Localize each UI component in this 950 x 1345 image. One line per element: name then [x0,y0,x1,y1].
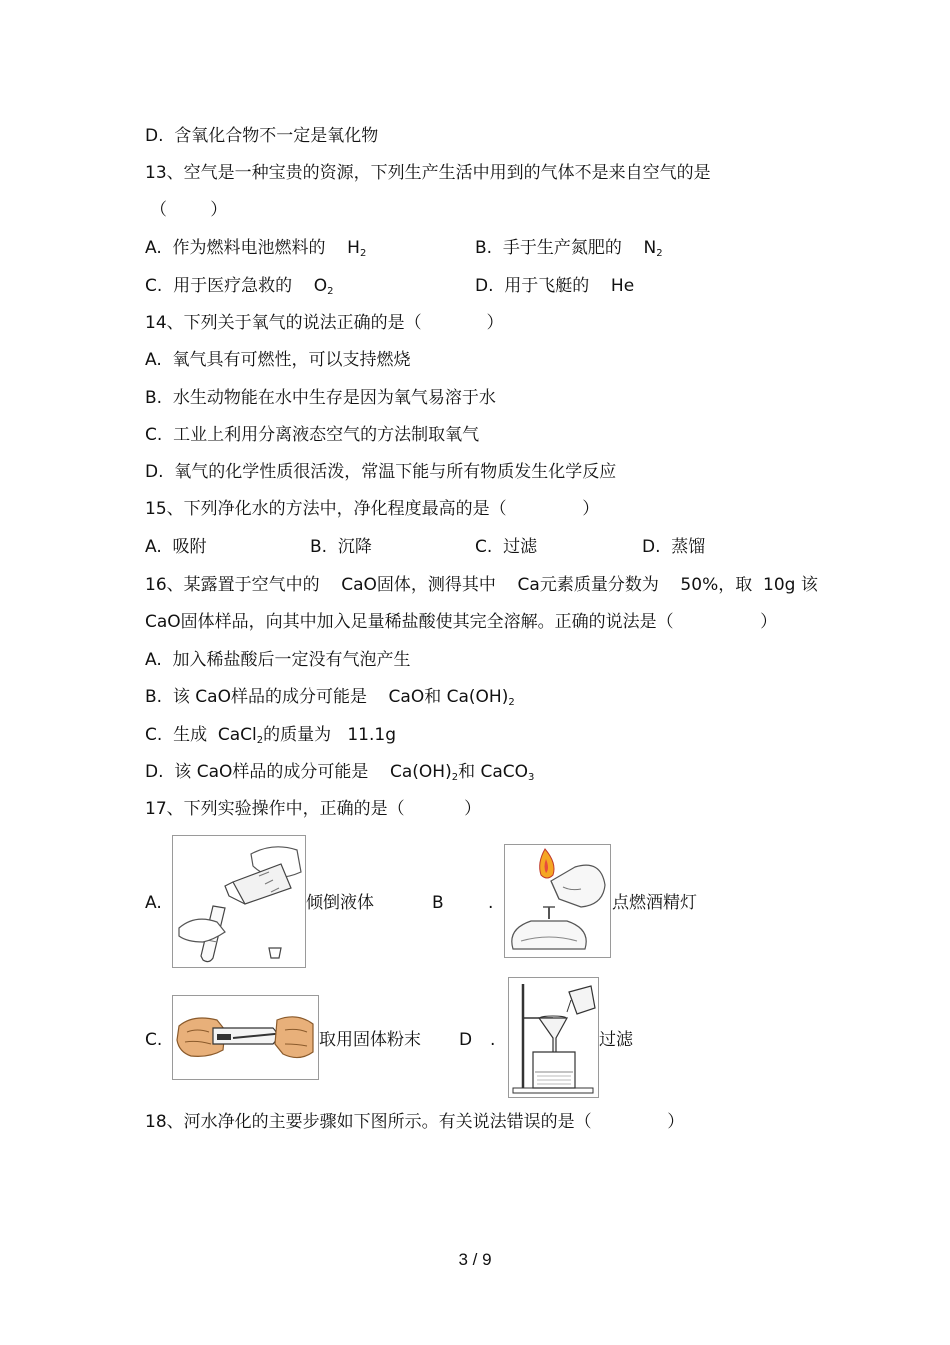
pouring-liquid-figure [172,835,306,968]
q14-stem: 14、下列关于氧气的说法正确的是（ ） [145,313,504,333]
q13-option-c: C. 用于医疗急救的 $O_2$ [145,276,334,297]
q15-option-a: A. 吸附 [145,537,207,557]
q17-option-d-text: 过滤 [599,1030,633,1050]
q14-option-d: D. 氧气的化学性质很活泼，常温下能与所有物质发生化学反应 [145,462,617,482]
q13-option-d: D. 用于飞艇的 He [475,276,635,296]
q17-option-d-dot: . [490,1030,496,1050]
q13-option-b: B. 手于生产氮肥的 $N_2$ [475,238,663,259]
q17-option-b-text: 点燃酒精灯 [612,893,697,913]
q17-option-c-letter: C. [145,1030,163,1050]
q17-option-d-letter: D [459,1030,473,1050]
q13-option-a: A. 作为燃料电池燃料的 $H_2$ [145,238,367,259]
q15-stem: 15、下列净化水的方法中，净化程度最高的是（ ） [145,499,600,519]
taking-solid-powder-figure [172,995,319,1080]
q17-option-c-text: 取用固体粉末 [319,1030,421,1050]
q13-stem: 13、空气是一种宝贵的资源，下列生产生活中用到的气体不是来自空气的是 [145,163,711,183]
q18-stem: 18、河水净化的主要步骤如下图所示。有关说法错误的是（ ） [145,1112,685,1132]
q17-option-b-letter: B [432,893,444,913]
lighting-alcohol-lamp-figure [504,844,611,958]
q15-option-d: D. 蒸馏 [642,537,706,557]
q14-option-b: B. 水生动物能在水中生存是因为氧气易溶于水 [145,388,496,408]
q15-option-c: C. 过滤 [475,537,538,557]
q14-option-c: C. 工业上利用分离液态空气的方法制取氧气 [145,425,480,445]
q17-stem: 17、下列实验操作中，正确的是（ ） [145,799,482,819]
q17-option-a-text: 倾倒液体 [306,893,374,913]
q17-option-a-letter: A. [145,893,162,913]
q12-option-d: D. 含氧化合物不一定是氧化物 [145,126,379,146]
q16-option-a: A. 加入稀盐酸后一定没有气泡产生 [145,650,411,670]
q16-stem-line2: CaO固体样品，向其中加入足量稀盐酸使其完全溶解。正确的说法是（ ） [145,612,778,632]
q16-option-b: B. 该 CaO样品的成分可能是 CaO和 $Ca(OH)_2$ [145,687,515,708]
filtration-figure [508,977,599,1098]
q16-option-d: D. 该 CaO样品的成分可能是 $Ca(OH)_2$和 CaCO$_3$ [145,762,535,783]
q16-option-c: C. 生成 CaCl$_2$的质量为 11.1g [145,725,397,746]
q15-option-b: B. 沉降 [310,537,372,557]
q13-answer-blank: （ ） [150,200,228,220]
q17-option-b-dot: . [488,893,494,913]
q16-stem-line1: 16、某露置于空气中的 CaO固体，测得其中 Ca元素质量分数为 50%，取 10g 该 [145,575,818,595]
page-number: 3 / 9 [458,1250,492,1269]
q14-option-a: A. 氧气具有可燃性，可以支持燃烧 [145,350,411,370]
